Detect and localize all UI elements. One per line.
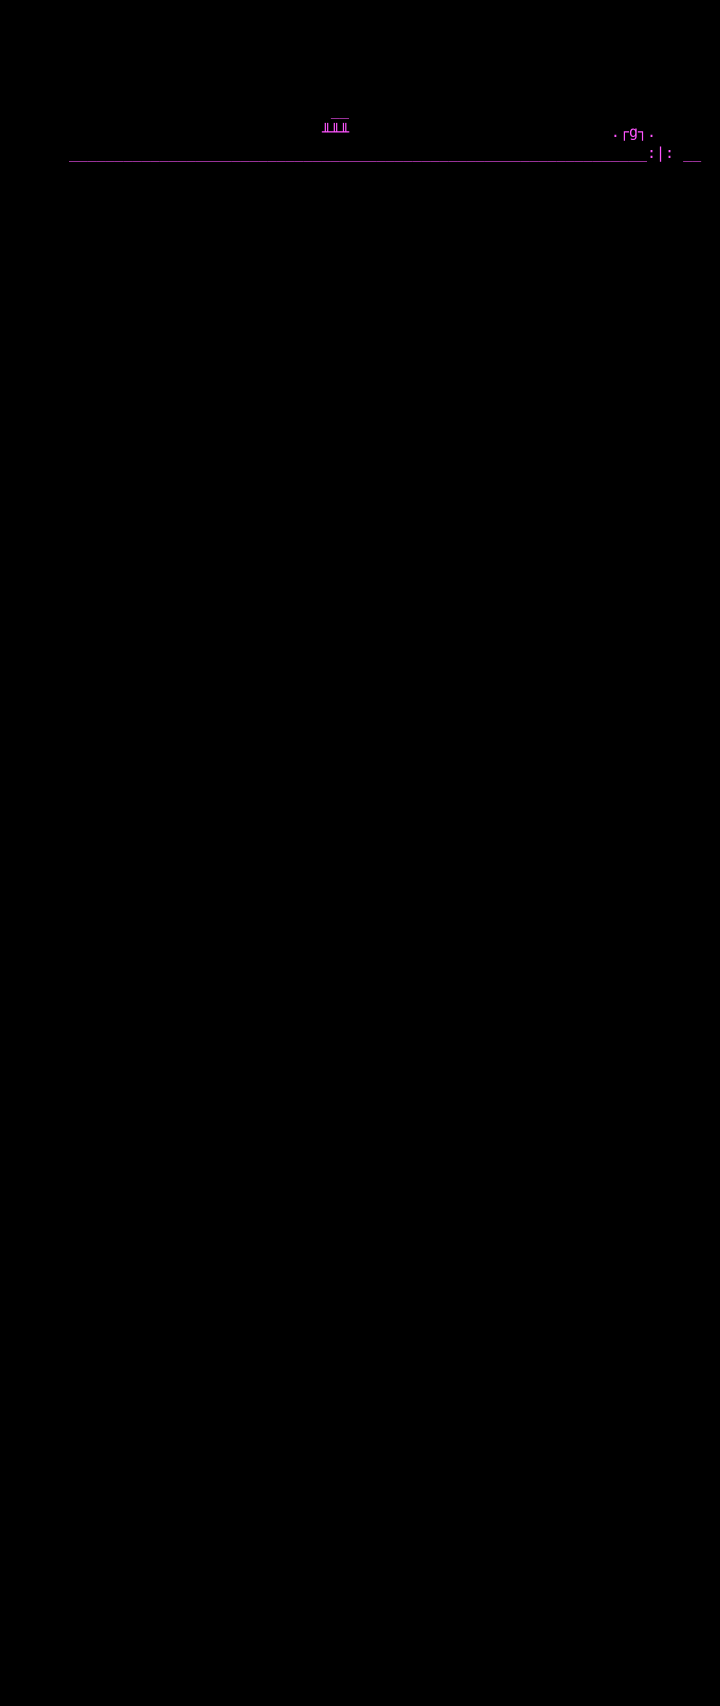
header (0, 40, 720, 310)
ascii-logo: __ ╨╨╨ .┌g┐. ________________________________________________________________:|: __ (69, 101, 702, 162)
